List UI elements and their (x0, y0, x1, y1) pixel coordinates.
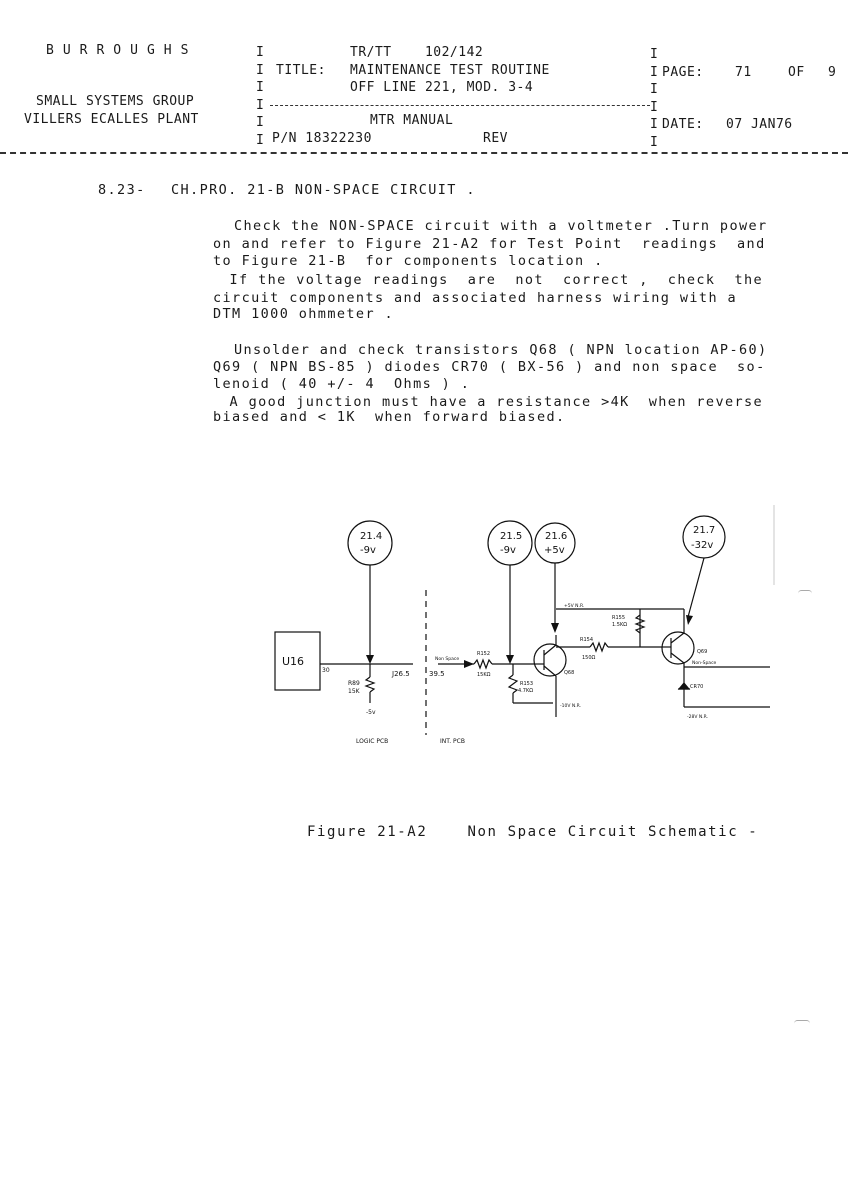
tp-21-5-id: 21.5 (500, 531, 523, 542)
title-label: TITLE: (276, 63, 326, 78)
para2-line-5: biased and < 1K when forward biased. (213, 409, 566, 425)
tp-21-5-voltage: -9v (500, 545, 516, 556)
figure-caption: Figure 21-A2 Non Space Circuit Schematic - (307, 824, 759, 840)
part-number: P/N 18322230 (272, 131, 372, 146)
document-ref: TR/TT 102/142 (350, 45, 484, 60)
tp-21-4-id: 21.4 (360, 531, 383, 542)
r153-value: 4.7KΩ (518, 688, 534, 694)
para2-line-3: lenoid ( 40 +/- 4 Ohms ) . (213, 376, 471, 392)
r155-label: R155 (612, 615, 626, 621)
revision-label: REV (483, 131, 508, 146)
neg5v-label: -5v (366, 709, 376, 716)
company-name: BURROUGHS (46, 43, 198, 58)
tp-21-6-id: 21.6 (545, 531, 568, 542)
section-title: CH.PRO. 21-B NON-SPACE CIRCUIT . (171, 182, 476, 198)
non-space-label-2: Non-Space (692, 661, 717, 666)
header-inner-rule (270, 105, 650, 106)
q69-transistor (662, 632, 694, 664)
q68-label: Q68 (564, 670, 575, 676)
divider-bars-left: I I I I I I (256, 45, 265, 148)
tp-21-6-voltage: +5v (544, 545, 565, 556)
tp-21-7-id: 21.7 (693, 525, 716, 536)
neg28v-label: -28V N.R. (687, 715, 709, 720)
divider-bars-right: I I I I I I (650, 47, 659, 150)
page-of: OF (788, 65, 805, 80)
r153-label: R153 (520, 681, 534, 687)
header-bottom-rule (0, 152, 848, 154)
page-label: PAGE: (662, 65, 704, 80)
plant-name: VILLERS ECALLES PLANT (24, 112, 199, 127)
u16-label: U16 (282, 655, 305, 668)
group-name: SMALL SYSTEMS GROUP (36, 94, 195, 109)
para1-line-6: DTM 1000 ohmmeter . (213, 306, 395, 322)
section-number: 8.23- (98, 182, 146, 198)
test-point-21-6 (535, 523, 575, 563)
manual-name: MTR MANUAL (370, 113, 454, 128)
page-total: 9 (828, 65, 837, 80)
para2-line-4: A good junction must have a resistance >4K when reverse (220, 394, 764, 410)
schematic-diagram (260, 495, 780, 760)
para2-line-1: Unsolder and check transistors Q68 ( NPN location AP-60) (234, 342, 768, 358)
test-point-21-7 (683, 516, 725, 558)
para1-line-4: If the voltage readings are not correct , check the (220, 272, 764, 288)
title-line-1: MAINTENANCE TEST ROUTINE (350, 63, 550, 78)
test-point-21-4 (348, 521, 392, 565)
neg10v-label: -10V N.R. (560, 704, 582, 709)
non-space-label-1: Non Space (435, 657, 460, 662)
date-value: 07 JAN76 (726, 117, 793, 132)
para1-line-1: Check the NON-SPACE circuit with a voltmeter .Turn power (234, 218, 768, 234)
r89-value: 15K (348, 688, 360, 695)
logic-pcb-label: LOGIC PCB (356, 738, 389, 745)
j26-label: J26.5 (392, 670, 410, 678)
int-pcb-label: INT. PCB (440, 738, 465, 745)
j39-label: 39.5 (429, 670, 445, 678)
tp-21-4-voltage: -9v (360, 545, 376, 556)
cr70-label: CR70 (690, 684, 704, 690)
pos5v-nr-label: +5V N.R. (564, 604, 585, 609)
scan-mark-2 (794, 1020, 810, 1027)
pin-30-label: 30 (322, 667, 330, 674)
r89-label: R89 (348, 680, 360, 687)
tp-21-7-voltage: -32v (691, 540, 714, 551)
page-number: 71 (735, 65, 752, 80)
r154-value: 150Ω (582, 655, 596, 661)
para1-line-2: on and refer to Figure 21-A2 for Test Point readings and (213, 236, 766, 252)
r154-label: R154 (580, 637, 594, 643)
para1-line-5: circuit components and associated harness wiring with a (213, 290, 738, 306)
r152-label: R152 (477, 651, 491, 657)
test-point-21-5 (488, 521, 532, 565)
scan-mark-1 (798, 590, 812, 597)
para2-line-2: Q69 ( NPN BS-85 ) diodes CR70 ( BX-56 ) and non space so- (213, 359, 766, 375)
para1-line-3: to Figure 21-B for components location . (213, 253, 604, 269)
date-label: DATE: (662, 117, 704, 132)
r152-value: 15KΩ (477, 672, 491, 678)
q69-label: Q69 (697, 649, 708, 655)
r155-value: 1.5KΩ (612, 622, 628, 628)
title-line-2: OFF LINE 221, MOD. 3-4 (350, 80, 534, 95)
